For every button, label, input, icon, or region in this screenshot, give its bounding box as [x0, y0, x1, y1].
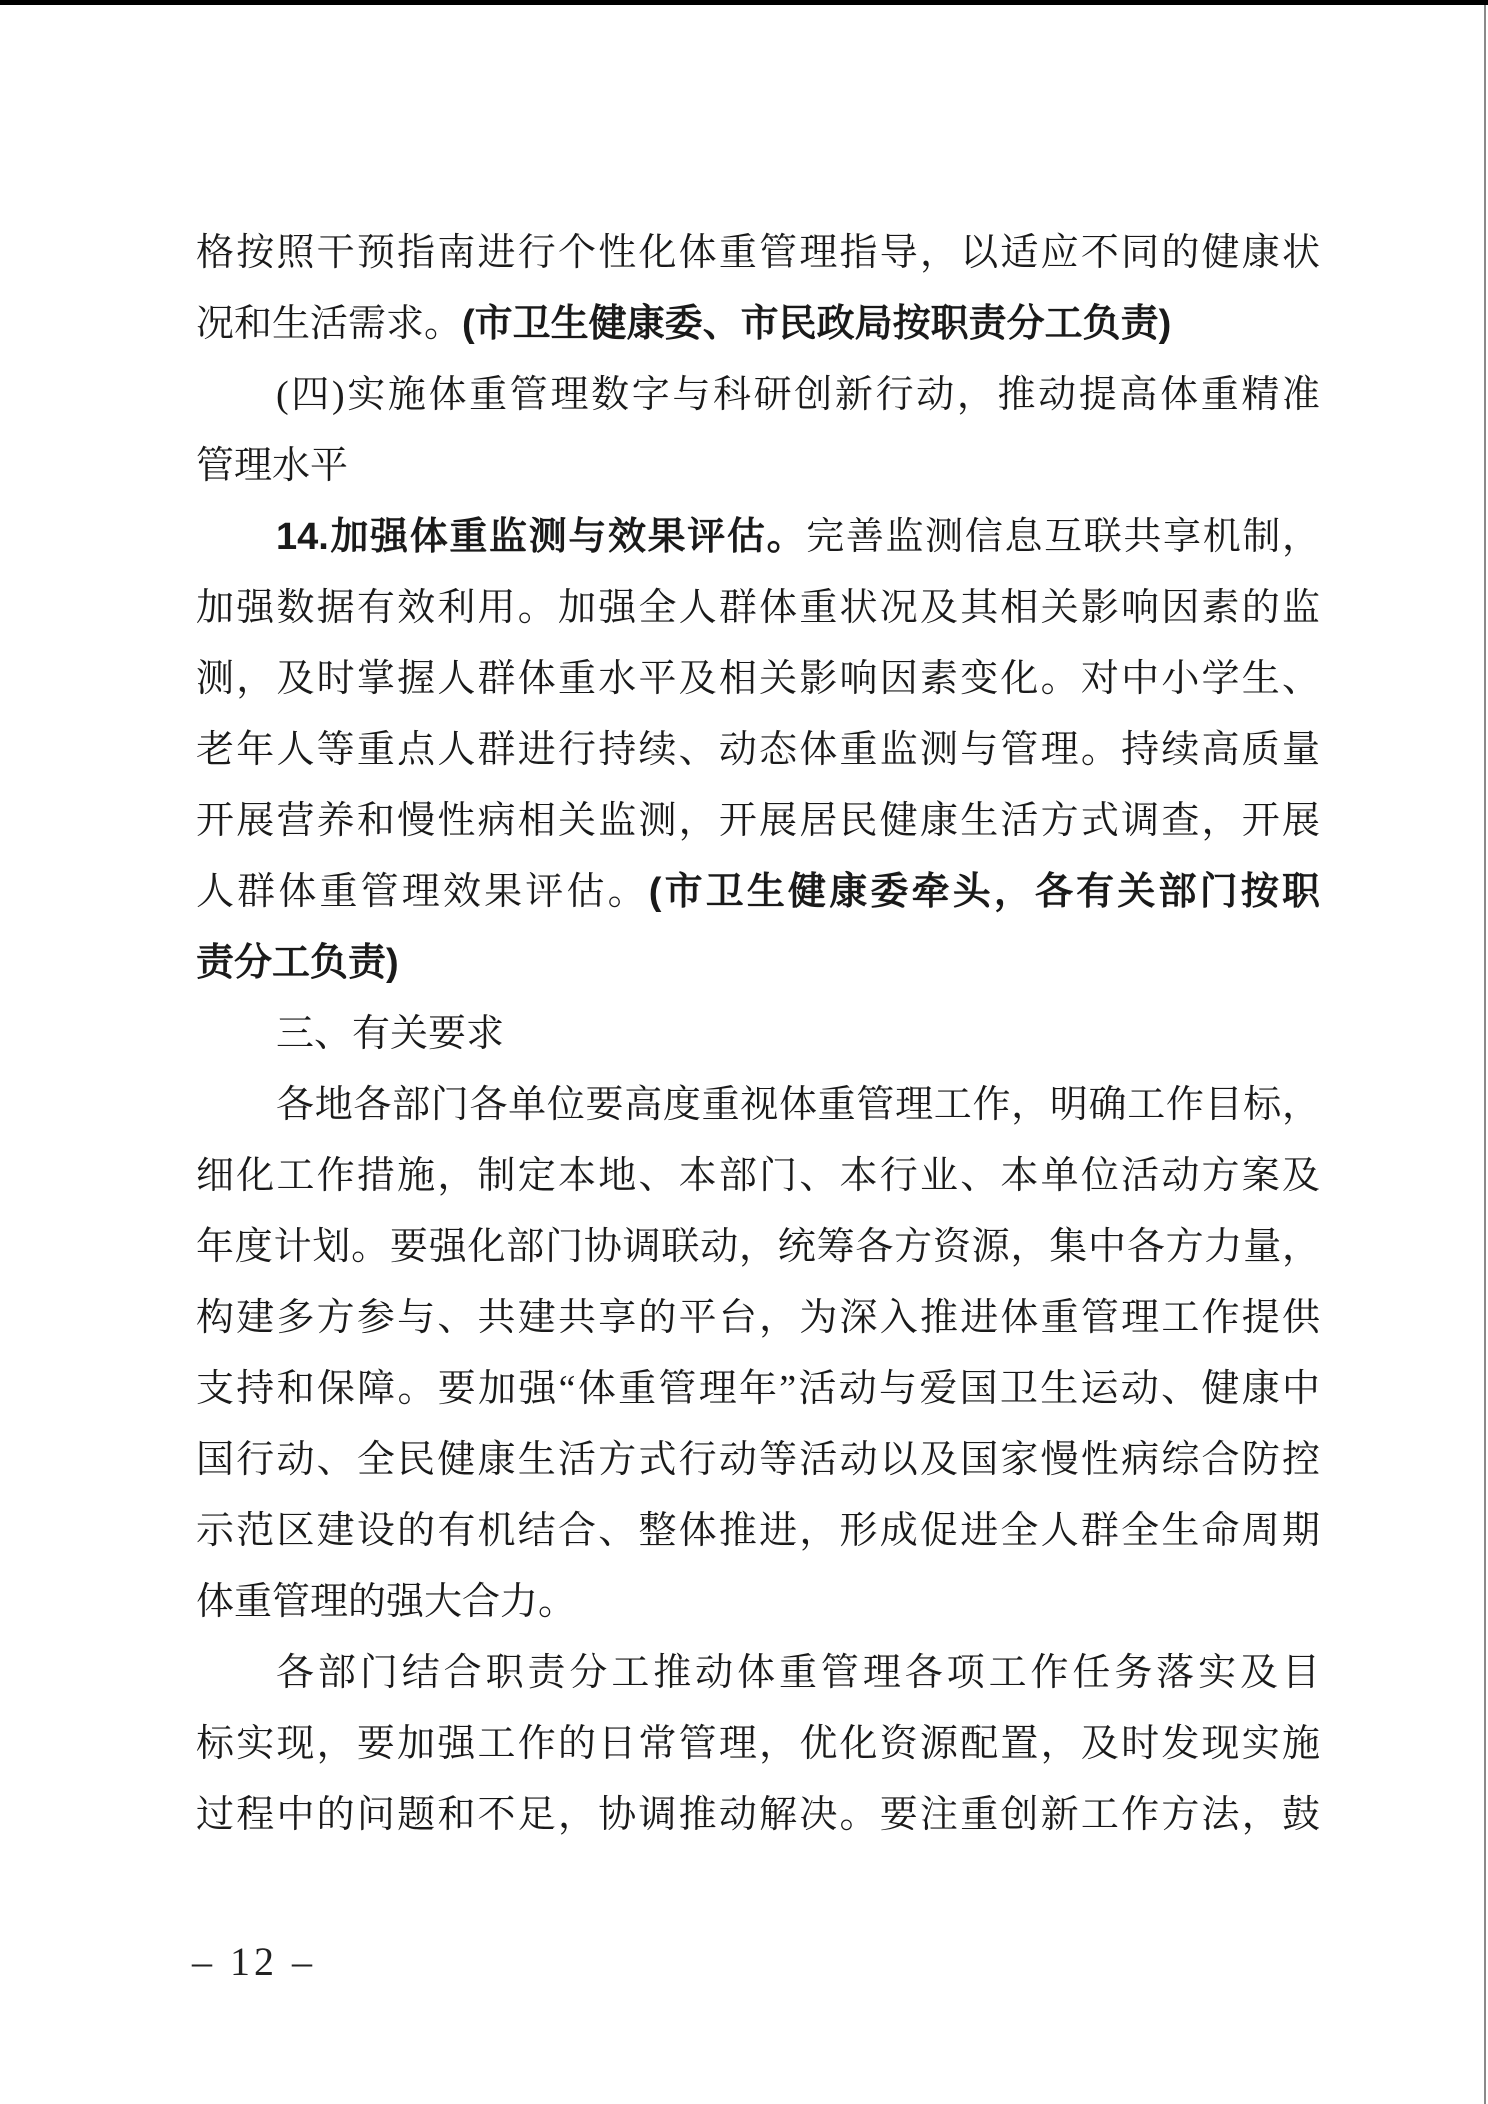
text-line: 体重管理的强大合力。 [196, 1581, 577, 1623]
text-line: 老年人等重点人群进行持续、动态体重监测与管理。持续高质量 [196, 729, 1320, 771]
page-top-border [0, 0, 1488, 5]
text-line: 细化工作措施，制定本地、本部门、本行业、本单位活动方案及 [196, 1155, 1320, 1197]
text-line-item-heading: 14.加强体重监测与效果评估。完善监测信息互联共享机制， [276, 516, 1320, 558]
text-line: 各地各部门各单位要高度重视体重管理工作，明确工作目标， [276, 1084, 1320, 1126]
text-line: 人群体重管理效果评估。(市卫生健康委牵头，各有关部门按职 [196, 871, 1320, 913]
text-line: 过程中的问题和不足，协调推动解决。要注重创新工作方法，鼓 [196, 1794, 1320, 1836]
page-number: – 12 – [192, 1939, 316, 1984]
text-line-section-heading: (四)实施体重管理数字与科研创新行动，推动提高体重精准 [276, 374, 1320, 416]
text-line: 测，及时掌握人群体重水平及相关影响因素变化。对中小学生、 [196, 658, 1320, 700]
text-line: 况和生活需求。(市卫生健康委、市民政局按职责分工负责) [196, 303, 1172, 345]
text-line: 支持和保障。要加强“体重管理年”活动与爱国卫生运动、健康中 [196, 1368, 1320, 1410]
text-line: 标实现，要加强工作的日常管理，优化资源配置，及时发现实施 [196, 1723, 1320, 1765]
text-line: 各部门结合职责分工推动体重管理各项工作任务落实及目 [276, 1652, 1320, 1694]
page-right-border [1484, 5, 1486, 2104]
text-line: 年度计划。要强化部门协调联动，统筹各方资源，集中各方力量， [196, 1226, 1320, 1268]
text-line: 示范区建设的有机结合、整体推进，形成促进全人群全生命周期 [196, 1510, 1320, 1552]
text-line: 加强数据有效利用。加强全人群体重状况及其相关影响因素的监 [196, 587, 1320, 629]
text-line-chapter-heading: 三、有关要求 [276, 1013, 505, 1055]
text-line: 构建多方参与、共建共享的平台，为深入推进体重管理工作提供 [196, 1297, 1320, 1339]
text-line: 开展营养和慢性病相关监测，开展居民健康生活方式调查，开展 [196, 800, 1320, 842]
text-line: 国行动、全民健康生活方式行动等活动以及国家慢性病综合防控 [196, 1439, 1320, 1481]
text-line: 管理水平 [196, 445, 349, 487]
text-line: 格按照干预指南进行个性化体重管理指导，以适应不同的健康状 [196, 232, 1320, 274]
document-body [196, 218, 1320, 1851]
text-line: 责分工负责) [196, 942, 399, 984]
